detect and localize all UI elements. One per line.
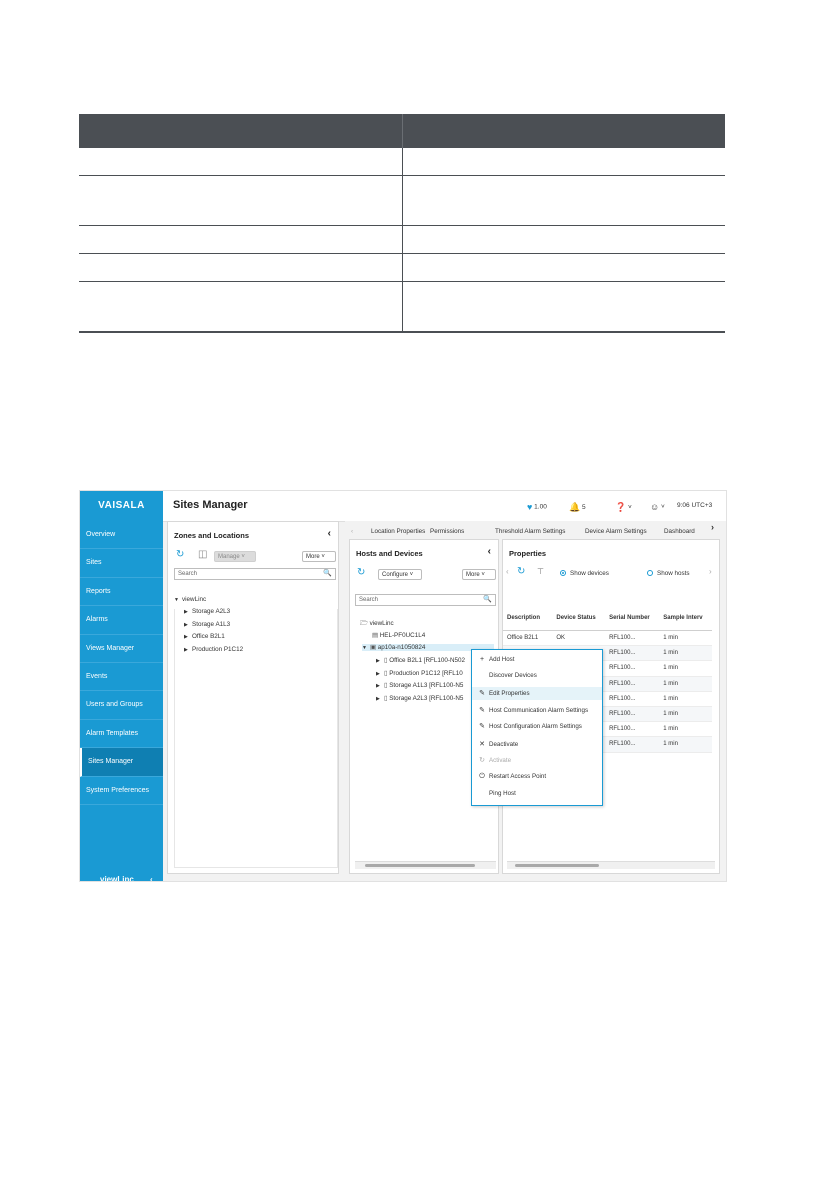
device-icon: ▯ — [384, 669, 390, 677]
device-row[interactable] — [376, 670, 463, 677]
host-label: ap10a-n1050824 — [377, 644, 426, 651]
scroll-thumb[interactable] — [515, 864, 599, 867]
manage-dropdown[interactable]: Manage ˅ — [214, 551, 256, 562]
column-header[interactable]: Device Status — [552, 606, 605, 631]
nav-footer-label: viewLinc — [100, 875, 134, 882]
app-screenshot — [79, 490, 727, 882]
close-icon: ✕ — [479, 741, 485, 748]
radio-selected-icon — [560, 570, 566, 576]
table-header-cell — [403, 114, 726, 148]
page-title: Sites Manager — [173, 499, 248, 511]
menu-item-label: Host Communication Alarm Settings — [489, 707, 589, 714]
menu-item-restart-access-point[interactable] — [472, 770, 602, 783]
table-cell: 1 min — [659, 706, 712, 721]
table-cell: RFL100... — [605, 722, 659, 737]
column-header[interactable]: Sample Interv — [659, 606, 712, 631]
tab-dashboard[interactable]: Dashboard — [664, 528, 695, 535]
show-hosts-label: Show hosts — [657, 570, 690, 577]
hosts-panel-title: Hosts and Devices — [356, 549, 423, 558]
pencil-icon: ✎ — [479, 723, 485, 730]
search-icon: 🔍 — [483, 596, 492, 603]
table-cell — [79, 254, 403, 282]
more-label: More — [306, 554, 320, 560]
tree-root-label: viewLinc — [369, 620, 394, 627]
caret-right-icon: ▶ — [184, 646, 188, 653]
chevron-down-icon: ˅ — [628, 504, 632, 512]
device-label: Office B2L1 [RFL100-N502 — [389, 657, 466, 664]
nav-item-system-preferences[interactable]: System Preferences — [80, 777, 163, 805]
caret-right-icon: ▶ — [376, 683, 380, 689]
tab-device-alarm-settings[interactable]: Device Alarm Settings — [585, 528, 647, 535]
more-label: More — [466, 572, 480, 578]
menu-item-activate — [472, 754, 602, 767]
menu-item-label: Host Configuration Alarm Settings — [489, 723, 582, 730]
table-row[interactable] — [503, 631, 712, 646]
zones-search-input[interactable] — [174, 568, 336, 580]
hosts-horizontal-scrollbar[interactable] — [355, 861, 496, 869]
alarm-count: 5 — [582, 504, 586, 512]
prev-icon[interactable]: ‹ — [506, 567, 509, 576]
device-icon: ▯ — [384, 682, 390, 689]
menu-item-host-configuration-alarm-settings[interactable] — [472, 720, 602, 733]
table-row — [79, 226, 725, 254]
table-cell: 1 min — [659, 676, 712, 691]
table-cell — [403, 226, 726, 254]
alarm-indicator[interactable] — [569, 502, 586, 513]
properties-panel-title: Properties — [509, 549, 547, 558]
menu-item-label: Restart Access Point — [489, 773, 547, 780]
properties-header-row — [503, 606, 712, 631]
table-cell: RFL100... — [605, 661, 659, 676]
tab-permissions[interactable]: Permissions — [430, 528, 465, 535]
menu-item-deactivate[interactable] — [472, 738, 602, 751]
search-placeholder: Search — [178, 571, 198, 577]
server-icon: ▤ — [372, 632, 378, 639]
document-table — [79, 114, 725, 333]
user-icon: ☺ — [650, 502, 660, 512]
caret-down-icon: ▼ — [174, 597, 179, 603]
chevron-left-icon[interactable]: ‹ — [150, 875, 153, 882]
configure-label: Configure — [382, 572, 409, 578]
column-header[interactable]: Description — [503, 606, 552, 631]
nav-item-sites-manager[interactable]: Sites Manager — [80, 748, 163, 776]
tree-item-label: Office B2L1 — [192, 633, 225, 640]
folder-icon: 🗁 — [360, 620, 368, 627]
refresh-icon[interactable]: ↻ — [357, 567, 366, 578]
hosts-search-input[interactable] — [355, 594, 496, 606]
caret-right-icon: ▶ — [376, 670, 380, 677]
table-row — [79, 254, 725, 282]
tabs-prev-icon[interactable]: ‹ — [351, 528, 354, 535]
host-context-menu — [471, 649, 603, 806]
save-icon[interactable]: ◫ — [198, 549, 208, 560]
menu-item-label: Activate — [489, 757, 512, 764]
table-cell: 1 min — [659, 661, 712, 676]
table-cell — [79, 282, 403, 333]
show-devices-label: Show devices — [570, 570, 609, 577]
table-cell — [403, 176, 726, 226]
table-cell: RFL100... — [605, 676, 659, 691]
nav-item-overview[interactable]: Overview — [80, 521, 163, 549]
nav-item-events[interactable]: Events — [80, 663, 163, 691]
search-placeholder: Search — [359, 597, 379, 603]
device-label: Storage A2L3 [RFL100-N5 — [389, 694, 464, 702]
table-cell — [79, 226, 403, 254]
table-cell — [403, 254, 726, 282]
device-label: Production P1C12 [RFL10 — [389, 669, 463, 677]
table-cell — [403, 282, 726, 333]
hierarchy-icon[interactable]: ⊤ — [537, 567, 544, 576]
main-nav — [80, 491, 163, 881]
refresh-icon[interactable]: ↻ — [517, 566, 526, 577]
caret-right-icon: ▶ — [376, 695, 380, 702]
tree-root[interactable] — [360, 618, 394, 629]
refresh-icon[interactable]: ↻ — [176, 549, 185, 560]
device-icon: ▯ — [384, 694, 390, 702]
table-cell: 1 min — [659, 737, 712, 752]
table-row — [79, 148, 725, 176]
plus-icon: + — [479, 656, 485, 663]
tab-location-properties[interactable]: Location Properties — [371, 528, 426, 535]
collapse-chevron-icon[interactable]: ‹ — [487, 546, 491, 557]
brand-logo: VAISALA — [98, 500, 145, 511]
nav-items — [80, 521, 163, 805]
manage-label: Manage — [218, 554, 240, 560]
nav-item-reports[interactable]: Reports — [80, 578, 163, 606]
tree-item-label: Storage A1L3 — [192, 620, 231, 628]
help-menu[interactable] — [615, 502, 632, 513]
table-cell: RFL100... — [605, 646, 659, 661]
show-devices-radio[interactable] — [560, 570, 609, 577]
nav-item-views-manager[interactable]: Views Manager — [80, 635, 163, 663]
user-menu[interactable] — [650, 502, 665, 512]
power-icon: ⏻ — [479, 773, 485, 780]
table-cell: RFL100... — [605, 631, 659, 646]
nav-item-alarm-templates[interactable]: Alarm Templates — [80, 720, 163, 748]
menu-item-discover-devices[interactable] — [472, 669, 602, 682]
host-label: HEL-PF0UC1L4 — [379, 632, 426, 639]
caret-right-icon: ▶ — [184, 609, 188, 615]
menu-item-edit-properties[interactable] — [472, 687, 602, 700]
device-icon: ▯ — [384, 657, 390, 664]
configure-dropdown[interactable]: Configure ˅ — [378, 569, 422, 580]
column-header[interactable]: Serial Number — [605, 606, 659, 631]
table-row — [79, 176, 725, 226]
caret-down-icon: ▼ — [362, 645, 367, 651]
table-cell: 1 min — [659, 646, 712, 661]
bell-icon: 🔔 — [569, 502, 581, 512]
next-icon[interactable]: › — [709, 567, 712, 576]
nav-item-sites[interactable]: Sites — [80, 549, 163, 577]
zones-panel — [167, 521, 339, 874]
caret-right-icon: ▶ — [376, 658, 380, 664]
more-dropdown[interactable]: More ˅ — [462, 569, 496, 580]
tabs-next-icon[interactable]: › — [711, 522, 714, 532]
table-cell: 1 min — [659, 722, 712, 737]
menu-item-ping-host[interactable] — [472, 787, 602, 800]
zones-tree-area — [174, 609, 338, 868]
table-header-row — [79, 114, 725, 148]
heart-pulse-icon: ♥ — [527, 502, 533, 512]
menu-item-label: Edit Properties — [489, 690, 530, 697]
table-cell: 1 min — [659, 631, 712, 646]
show-hosts-radio[interactable] — [647, 570, 690, 577]
tree-root[interactable] — [174, 596, 206, 603]
caret-right-icon: ▶ — [184, 621, 188, 628]
tree-root-label: viewLinc — [182, 596, 207, 603]
top-bar — [163, 491, 726, 522]
menu-item-label: Add Host — [489, 656, 515, 663]
tab-threshold-alarm-settings[interactable]: Threshold Alarm Settings — [495, 528, 566, 535]
table-cell: 1 min — [659, 691, 712, 706]
scroll-thumb[interactable] — [365, 864, 475, 867]
table-cell: RFL100... — [605, 706, 659, 721]
device-label: Storage A1L3 [RFL100-N5 — [389, 682, 464, 689]
device-row[interactable] — [376, 695, 463, 702]
pencil-icon: ✎ — [479, 707, 485, 714]
menu-item-add-host[interactable] — [472, 653, 602, 666]
properties-horizontal-scrollbar[interactable] — [507, 861, 715, 869]
table-cell — [403, 148, 726, 176]
table-cell: Office B2L1 — [503, 631, 552, 646]
health-indicator[interactable] — [527, 502, 547, 512]
clock-text: 9:06 UTC+3 — [677, 502, 713, 509]
nav-item-alarms[interactable]: Alarms — [80, 606, 163, 634]
table-cell: OK — [552, 631, 605, 646]
zones-panel-title: Zones and Locations — [174, 531, 250, 540]
table-header-cell — [79, 114, 403, 148]
tree-item-label: Production P1C12 — [192, 645, 244, 653]
table-row — [79, 282, 725, 333]
pencil-icon: ✎ — [479, 690, 485, 697]
table-cell — [79, 148, 403, 176]
caret-right-icon: ▶ — [184, 634, 188, 640]
chevron-down-icon: ˅ — [661, 503, 665, 511]
search-icon: 🔍 — [323, 570, 332, 577]
device-row[interactable] — [376, 682, 463, 689]
more-dropdown[interactable]: More ˅ — [302, 551, 336, 562]
table-cell: RFL100... — [605, 691, 659, 706]
help-icon: ❓ — [615, 502, 627, 512]
health-value: 1.00 — [534, 503, 547, 511]
device-row[interactable] — [376, 657, 465, 664]
table-cell — [79, 176, 403, 226]
menu-item-label: Ping Host — [489, 790, 516, 797]
tree-item-label: Storage A2L3 — [192, 608, 231, 615]
nav-item-users-and-groups[interactable]: Users and Groups — [80, 691, 163, 719]
menu-item-label: Deactivate — [489, 741, 519, 748]
refresh-icon: ↻ — [479, 757, 485, 764]
menu-item-label: Discover Devices — [489, 672, 537, 679]
table-cell: RFL100... — [605, 737, 659, 752]
access-point-icon: ▣ — [370, 644, 376, 651]
host-row[interactable] — [372, 632, 425, 639]
collapse-chevron-icon[interactable]: ‹ — [327, 528, 331, 539]
radio-unselected-icon — [647, 570, 653, 576]
menu-item-host-communication-alarm-settings[interactable] — [472, 704, 602, 717]
